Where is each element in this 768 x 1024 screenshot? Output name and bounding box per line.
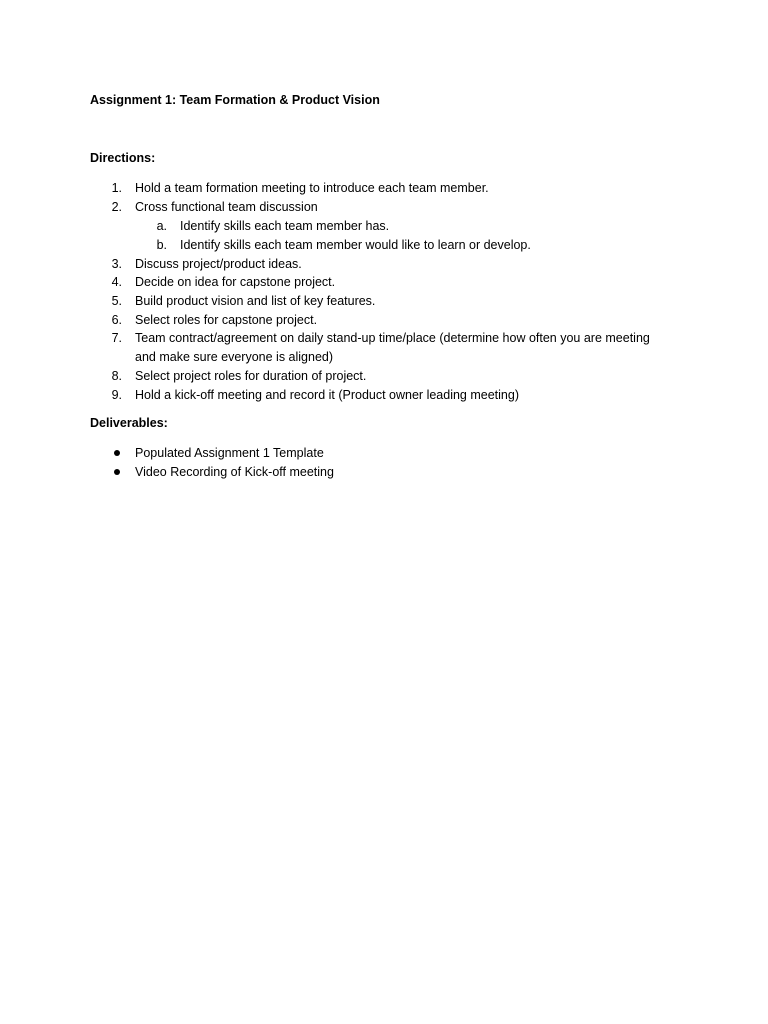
bullet-item xyxy=(0,445,768,461)
list-item-number: 5. xyxy=(111,294,122,308)
bullet-icon xyxy=(114,469,120,475)
sub-list-item-letter: b. xyxy=(156,238,167,252)
bullet-item-text: Populated Assignment 1 Template xyxy=(135,446,324,460)
bullet-icon xyxy=(114,450,120,456)
list-item-continuation-text: and make sure everyone is aligned) xyxy=(135,350,334,364)
document-title: Assignment 1: Team Formation & Product Vision xyxy=(90,93,380,107)
bullet-item-text: Video Recording of Kick-off meeting xyxy=(135,465,334,479)
list-item-text: Build product vision and list of key features. xyxy=(135,294,376,308)
list-item-number: 6. xyxy=(111,313,122,327)
list-item-text: Hold a team formation meeting to introduce each team member. xyxy=(135,181,489,195)
list-item-text: Hold a kick-off meeting and record it (Product owner leading meeting) xyxy=(135,388,519,402)
list-item-number: 8. xyxy=(111,369,122,383)
list-item-number: 7. xyxy=(111,331,122,345)
bullet-item xyxy=(0,464,768,480)
list-item-number: 1. xyxy=(111,181,122,195)
sub-list-item-text: Identify skills each team member would like to learn or develop. xyxy=(180,238,531,252)
sub-list-item-text: Identify skills each team member has. xyxy=(180,219,390,233)
deliverables-heading: Deliverables: xyxy=(90,416,168,430)
list-item-number: 9. xyxy=(111,388,122,402)
list-item-number: 4. xyxy=(111,275,122,289)
directions-heading: Directions: xyxy=(90,151,156,165)
list-item-text: Team contract/agreement on daily stand-up time/place (determine how often you are meeting xyxy=(135,331,650,345)
sub-list-item-letter: a. xyxy=(156,219,167,233)
list-item-text: Decide on idea for capstone project. xyxy=(135,275,336,289)
list-item-text: Select roles for capstone project. xyxy=(135,313,318,327)
list-item-text: Discuss project/product ideas. xyxy=(135,257,302,271)
list-item-number: 2. xyxy=(111,200,122,214)
list-item-text: Cross functional team discussion xyxy=(135,200,318,214)
list-item-text: Select project roles for duration of project. xyxy=(135,369,367,383)
list-item-number: 3. xyxy=(111,257,122,271)
